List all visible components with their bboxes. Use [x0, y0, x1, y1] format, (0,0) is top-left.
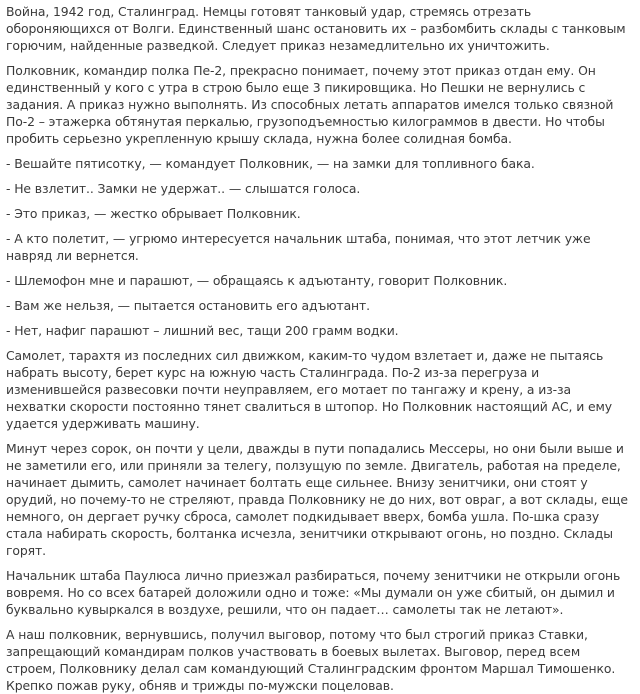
- dialogue-line: - А кто полетит, — угрюмо интересуется начальник штаба, понимая, что этот летчик уже навряд ли вернется.: [6, 231, 591, 263]
- dialogue-line: - Нет, нафиг парашют – лишний вес, тащи 200 грамм водки.: [6, 323, 399, 338]
- dialogue-line: - Не взлетит.. Замки не удержат.. — слышатся голоса.: [6, 181, 361, 196]
- paragraph: Минут через сорок, он почти у цели, дважды в пути попадались Мессеры, но они были выше и не заметили его, или приняли за телегу, ползущую по земле. Двигатель, работая на пределе, начинает дымить, самолет начинает болтать еще сильнее. Внизу зенитчики, они стоят у орудий, но почему-то не стреляют, правда Полковнику не до них, вот овраг, а вот склады, еще немного, он дергает ручку сброса, самолет подкидывает вверх, бомба ушла. По-шка сразу стала набирать скорость, болтанка исчезла, зенитчики открывают огонь, но поздно. Склады горят.: [6, 441, 628, 558]
- dialogue-line: - Шлемофон мне и парашют, — обращаясь к адъютанту, говорит Полковник.: [6, 273, 508, 288]
- paragraph: Начальник штаба Паулюса лично приезжал разбираться, почему зенитчики не открыли огонь вовремя. Но со всех батарей доложили одно и тоже: «Мы думали он уже сбитый, он дымил и буквально кувыркался в воздухе, решили, что он падает… самолеты так не летают».: [6, 568, 621, 617]
- paragraph: Полковник, командир полка Пе-2, прекрасно понимает, почему этот приказ отдан ему. Он единственный у кого с утра в строю было еще 3 пикировщика. Но Пешки не вернулись с задания. А приказ нужно выполнять. Из способных летать аппаратов имелся только связной По-2 – этажерка обтянутая перкалью, грузоподъемностью килограммов в двести. Но чтобы пробить серьезно укрепленную крышу склада, нужна более солидная бомба.: [6, 63, 614, 146]
- dialogue-line: - Это приказ, — жестко обрывает Полковник.: [6, 206, 301, 221]
- paragraph: А наш полковник, вернувшись, получил выговор, потому что был строгий приказ Ставки, запрещающий командирам полков участвовать в боевых вылетах. Выговор, перед всем строем, Полковнику делал сам командующий Сталинградским фронтом Маршал Тимошенко. Крепко пожав руку, обняв и трижды по-мужски поцеловав.: [6, 627, 616, 693]
- dialogue-line: - Вам же нельзя, — пытается остановить его адъютант.: [6, 298, 371, 313]
- dialogue-line: - Вешайте пятисотку, — командует Полковник, — на замки для топливного бака.: [6, 156, 535, 171]
- paragraph: Война, 1942 год, Сталинград. Немцы готовят танковый удар, стремясь отрезать обороняющихся от Волги. Единственный шанс остановить их – разбомбить склады с танковым горючим, найденные разведкой. Следует приказ незамедлительно их уничтожить.: [6, 4, 626, 53]
- paragraph: Самолет, тарахтя из последних сил движком, каким-то чудом взлетает и, даже не пытаясь набрать высоту, берет курс на южную часть Сталинграда. По-2 из-за перегруза и изменившейся развесовки почти неуправляем, его мотает по тангажу и крену, а из-за нехватки скорости постоянно тянет свалиться в штопор. Но Полковник настоящий АС, и ему удается удерживать машину.: [6, 348, 612, 431]
